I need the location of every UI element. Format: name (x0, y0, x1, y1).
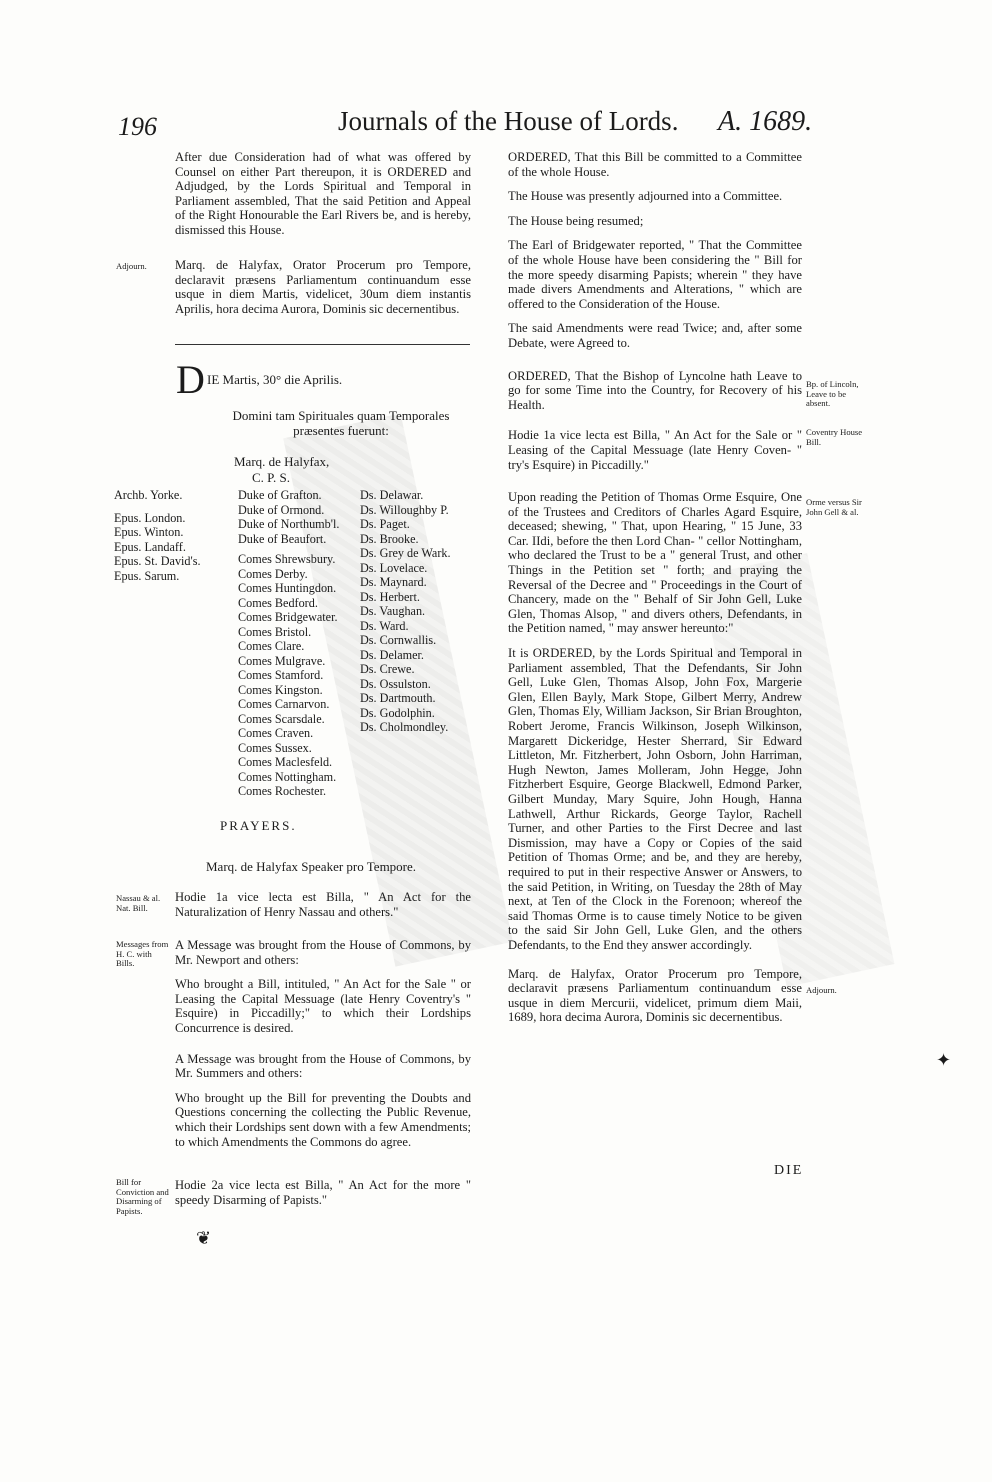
peer-entry: Duke of Ormond. (238, 502, 325, 517)
bishop-entry: Epus. Winton. (114, 525, 184, 539)
peer-entry: Ds. Godolphin. (360, 705, 435, 720)
right-column (508, 150, 802, 1035)
peer-entry: Ds. Herbert. (360, 589, 420, 604)
peer-entry: Comes Clare. (238, 639, 305, 653)
peers-list-1 (238, 488, 362, 799)
catchword: DIE (774, 1163, 804, 1178)
peer-entry: Ds. Ward. (360, 618, 409, 633)
right-p9: It is ORDERED, by the Lords Spiritual and Temporal in Parliament assembled, That the Defendants, Sir John Gell, Luke Glen, Thomas Alsop, John Fox, Margerie Glen, Ellen Bayly, Mark Stope, Gilbert Merry, Andrew Glen, Thomas Ely, William Jackson, Sir Brian Broughton, Robert Jerome, Francis Wilkinson, Joseph Wilkinson, Margarett Dickeridge, Hester Sherrard, Sir Edward Littleton, Mr. Fitzherbert, John Osborn, John Harriman, Hugh Newton, James Molleram, John Hegge, John Fitzherbert Esquire, George Blackwell, Edmond Parker, Gilbert Munday, Mary Squire, John Hough, Hanna Lathwell, Arthur Rickards, George Taylor, Rachell Turner, and other Parties to the First Decree and last Dismission, may have a Copy or Copies of the said Petition of Thomas Orme; and be, and they are hereby, required to put in their respective Answer or Answers, to the said Petition, in Writing, on Tuesday the 28th of May next, at Ten of the Clock in the Forenoon; whereof the said Thomas Orme is to cause timely Notice to be given to the said Sir John Gell, Luke Glen, and the others Defendants, to the End they answer accordingly. (508, 646, 802, 952)
peer-entry: Ds. Willoughby P. (360, 502, 449, 517)
peer-entry: Comes Bridgewater. (238, 610, 338, 624)
peer-entry: Ds. Lovelace. (360, 560, 428, 575)
peer-entry: Comes Stamford. (238, 668, 324, 682)
printer-ornament: ❦ (196, 1228, 212, 1248)
journal-title: Journals of the House of Lords. (338, 106, 679, 136)
peer-entry: Comes Sussex. (238, 740, 312, 755)
domini-heading: Domini tam Spirituales quam Temporales præsentes fuerunt: (232, 408, 450, 438)
peer-entry: Comes Craven. (238, 726, 314, 740)
right-p8: Upon reading the Petition of Thomas Orme Esquire, One of the Trustees and Creditors of Charles Agard Esquire, deceased; shewing, " That, upon Hearing, " 15 June, 33 Car. IIdi, before the then Lord Chan- " cellor Nottingham, who declared the Trust to be a " general Trust, and other Things in the Petition set " forth; and praying the Reversal of the Decree and " Proceedings in the Court of Chancery, made on the " Behalf of Sir John Gell, Luke Glen, Thomas Alsop, " and divers others, Defendants, in the Petition named, " may answer hereunto:" (508, 490, 802, 636)
messages-block (175, 938, 471, 1159)
right-p1: ORDERED, That this Bill be committed to a Committee of the whole House. (508, 150, 802, 179)
right-p3: The House being resumed; (508, 213, 644, 228)
peer-entry: Comes Kingston. (238, 682, 323, 697)
margin-note-messages: Messages from H. C. with Bills. (116, 939, 169, 968)
bishops-list (114, 488, 234, 583)
peer-entry: Ds. Vaughan. (360, 604, 426, 618)
peer-entry: Ds. Ossulston. (360, 676, 431, 691)
right-p6: ORDERED, That the Bishop of Lyncolne hath Leave to go for some Time into the Country, for Recovery of his Health. (508, 368, 802, 412)
cps-line: C. P. S. (252, 470, 290, 485)
message1-body: Who brought a Bill, intituled, " An Act for the Sale " or Leasing the Capital Messuage (late Henry Coventry's " Esquire) in Piccadilly;" to which their Lordships Concurrence is desired. (175, 977, 471, 1035)
speaker-line: Marq. de Halyfax Speaker pro Tempore. (206, 859, 417, 874)
peer-entry: Comes Rochester. (238, 784, 327, 798)
margin-note-coventry: Coventry House Bill. (806, 427, 863, 447)
bishop-entry: Archb. Yorke. (114, 488, 183, 502)
left-top-paragraph (175, 150, 471, 248)
bishop-entry: Epus. St. David's. (114, 554, 201, 568)
peer-entry: Ds. Brooke. (360, 531, 419, 546)
peer-entry: Ds. Crewe. (360, 662, 415, 676)
peer-entry: Comes Derby. (238, 566, 308, 581)
peer-entry: Duke of Northumb'l. (238, 517, 340, 531)
peer-entry: Ds. Cornwallis. (360, 633, 437, 647)
margin-note-adjourn-right: Adjourn. (806, 985, 837, 995)
bishop-entry: Epus. Landaff. (114, 539, 186, 554)
message2-intro: A Message was brought from the House of Commons, by Mr. Summers and others: (175, 1051, 471, 1081)
message2-body: Who brought up the Bill for preventing the Doubts and Questions concerning the collecting the Public Revenue, which their Lordships sent down with a few Amendments; to which Amendments the Commons do agree. (175, 1090, 471, 1149)
right-p7: Hodie 1a vice lecta est Billa, " An Act for the Sale or " Leasing of the Capital Messuage (late Henry Coven- " try's Esquire) in Piccadilly." (508, 428, 802, 472)
nassau-paragraph (175, 890, 471, 929)
peer-entry: Duke of Beaufort. (238, 531, 327, 546)
adjourn-left-paragraph (175, 258, 471, 326)
peer-entry: Ds. Dartmouth. (360, 691, 436, 705)
die-dateline: IE Martis, 30° die Aprilis. (207, 372, 343, 387)
peers-list-2 (360, 488, 472, 735)
conviction-text: Hodie 2a vice lecta est Billa, " An Act for the more " speedy Disarming of Papists." (175, 1178, 471, 1207)
peer-entry: Ds. Paget. (360, 517, 410, 531)
printer-mark: ✦ (936, 1050, 952, 1070)
right-p4: The Earl of Bridgewater reported, " That the Committee of the whole House have been considering the " Bill for the more speedy disarming Papists; wherein " they have made divers Amendments and Alterations, " which are offered to the Consideration of the House. (508, 238, 802, 311)
peer-entry: Ds. Delamer. (360, 647, 424, 662)
margin-note-adjourn-left: Adjourn. (116, 261, 147, 271)
marq-line: Marq. de Halyfax, (234, 454, 330, 469)
peer-entry: Comes Shrewsbury. (238, 552, 336, 566)
peer-entry: Comes Scarsdale. (238, 711, 325, 726)
peer-entry: Comes Carnarvon. (238, 697, 330, 711)
section-divider (175, 344, 470, 345)
margin-note-orme: Orme versus Sir John Gell & al. (806, 497, 862, 517)
right-p10: Marq. de Halyfax, Orator Procerum pro Tempore, declaravit præsens Parliamentum continuandum esse usque in diem Mercurii, videlicet, primum diem Maii, 1689, hora decima Aurora, Dominis sic decernentibus. (508, 966, 802, 1025)
adjourn-left-text: Marq. de Halyfax, Orator Procerum pro Tempore, declaravit præsens Parliamentum continuandum esse usque in diem Martis, videlicet, 30um diem instantis Aprilis, hora decima Aurora, Dominis sic decernentibus. (175, 258, 471, 316)
bishop-entry: Epus. London. (114, 510, 186, 525)
margin-note-conviction: Bill for Conviction and Disarming of Papists. (116, 1177, 169, 1216)
peer-entry: Comes Nottingham. (238, 769, 337, 784)
prayers-heading: PRAYERS. (220, 818, 297, 833)
dismissal-text: After due Consideration had of what was offered by Counsel on either Part thereupon, it is ORDERED and Adjudged, by the Lords Spiritual and Temporal in Parliament assembled, That the said Petition and Appeal of the Right Honourable the Earl Rivers be, and is hereby, dismissed this House. (175, 150, 471, 237)
margin-note-nassau: Nassau & al. Nat. Bill. (116, 893, 161, 913)
peer-entry: Comes Mulgrave. (238, 653, 326, 668)
right-p2: The House was presently adjourned into a Committee. (508, 189, 783, 204)
peer-entry: Ds. Maynard. (360, 575, 427, 589)
conviction-paragraph (175, 1178, 471, 1217)
peer-entry: Duke of Grafton. (238, 488, 322, 502)
peer-entry: Ds. Delawar. (360, 488, 424, 502)
message1-intro: A Message was brought from the House of Commons, by Mr. Newport and others: (175, 938, 471, 967)
margin-note-lincoln: Bp. of Lincoln, Leave to be absent. (806, 379, 859, 408)
right-p5: The said Amendments were read Twice; and, after some Debate, were Agreed to. (508, 321, 802, 350)
page-number: 196 (118, 112, 157, 141)
peer-entry: Ds. Cholmondley. (360, 720, 449, 734)
peer-entry: Comes Bristol. (238, 624, 312, 639)
die-dropcap: D (176, 357, 205, 402)
bishop-entry: Epus. Sarum. (114, 568, 180, 583)
peer-entry: Ds. Grey de Wark. (360, 546, 451, 560)
peer-entry: Comes Maclesfeld. (238, 755, 333, 769)
nassau-text: Hodie 1a vice lecta est Billa, " An Act for the Naturalization of Henry Nassau and others." (175, 890, 471, 919)
peer-entry: Comes Bedford. (238, 595, 318, 610)
peer-entry: Comes Huntingdon. (238, 581, 337, 595)
journal-year: A. 1689. (718, 106, 813, 137)
